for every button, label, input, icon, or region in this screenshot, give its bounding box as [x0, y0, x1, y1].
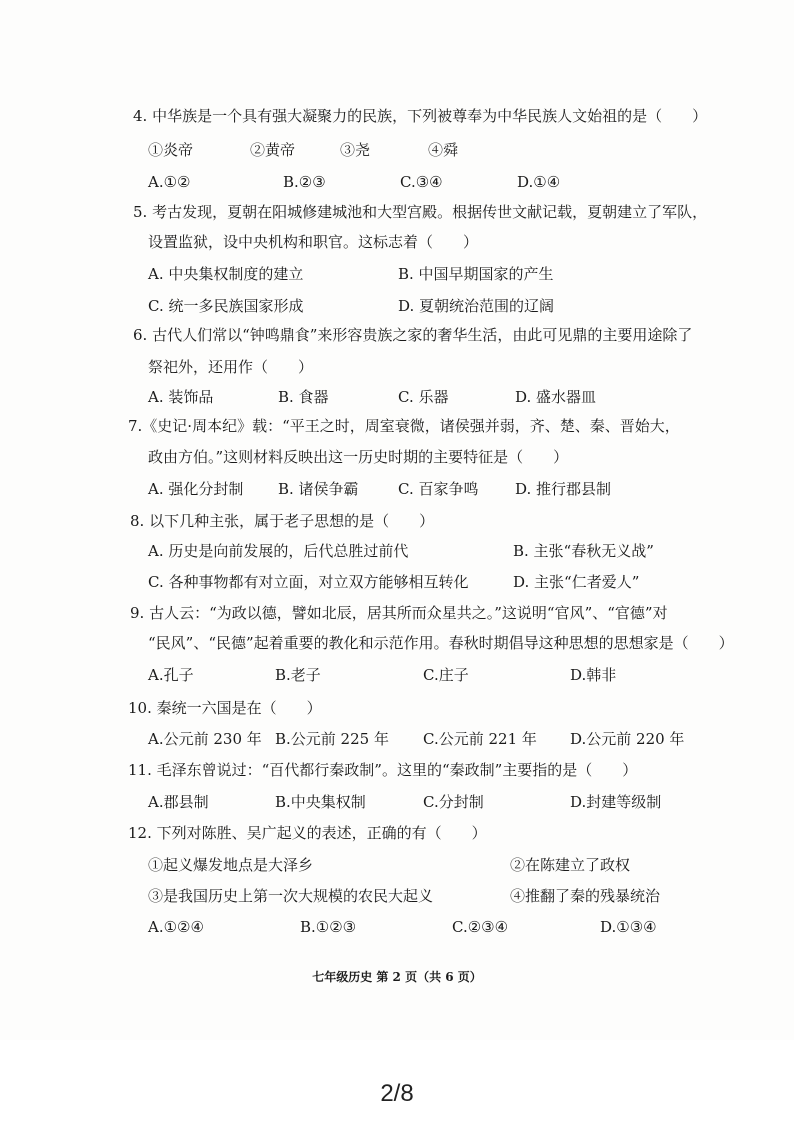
q12-option-d: D.①③④	[600, 918, 657, 936]
q12-option-b: B.①②③	[300, 918, 357, 936]
q12-item: ②在陈建立了政权	[510, 856, 631, 874]
q12-item: ③是我国历史上第一次大规模的农民大起义	[148, 887, 434, 905]
page-indicator: 2/8	[380, 1080, 414, 1107]
q6-option-a: A. 装饰品	[148, 388, 214, 406]
q4-item: ③尧	[340, 141, 371, 159]
q4-stem: 4. 中华族是一个具有强大凝聚力的民族，下列被尊奉为中华民族人文始祖的是（ ）	[133, 107, 708, 125]
q10-stem: 10. 秦统一六国是在（ ）	[128, 699, 322, 717]
q4-option-a: A.①②	[148, 173, 191, 191]
q12-stem: 12. 下列对陈胜、吴广起义的表述，正确的有（ ）	[128, 824, 487, 842]
q5-option-d: D. 夏朝统治范围的辽阔	[398, 297, 555, 315]
q8-option-c: C. 各种事物都有对立面，对立双方能够相互转化	[148, 573, 469, 591]
q5-option-b: B. 中国早期国家的产生	[398, 265, 554, 283]
q10-option-c: C.公元前 221 年	[423, 730, 537, 748]
q8-option-b: B. 主张“春秋无义战”	[513, 542, 654, 560]
q7-option-c: C. 百家争鸣	[398, 480, 479, 498]
q7-stem: 政由方伯。”这则材料反映出这一历史时期的主要特征是（ ）	[148, 448, 569, 466]
q4-option-b: B.②③	[283, 173, 326, 191]
q10-option-d: D.公元前 220 年	[570, 730, 685, 748]
q5-stem: 设置监狱，设中央机构和职官。这标志着（ ）	[148, 233, 479, 251]
q9-option-d: D.韩非	[570, 666, 617, 684]
q10-option-b: B.公元前 225 年	[275, 730, 389, 748]
q4-item: ②黄帝	[250, 141, 296, 159]
q7-option-d: D. 推行郡县制	[515, 480, 612, 498]
q9-option-b: B.老子	[275, 666, 321, 684]
q5-option-c: C. 统一多民族国家形成	[148, 297, 304, 315]
q11-option-c: C.分封制	[423, 793, 484, 811]
q12-option-c: C.②③④	[452, 918, 509, 936]
q9-option-c: C.庄子	[423, 666, 469, 684]
q11-stem: 11. 毛泽东曾说过：“百代都行秦政制”。这里的“秦政制”主要指的是（ ）	[128, 761, 638, 779]
q4-item: ①炎帝	[148, 141, 194, 159]
q7-option-b: B. 诸侯争霸	[278, 480, 359, 498]
q5-option-a: A. 中央集权制度的建立	[148, 265, 304, 283]
q11-option-a: A.郡县制	[148, 793, 209, 811]
q8-option-d: D. 主张“仁者爱人”	[513, 573, 640, 591]
q7-stem: 7.《史记·周本纪》载：“平王之时，周室衰微，诸侯强并弱，齐、楚、秦、晋始大，	[128, 417, 680, 435]
q9-stem: 9. 古人云：“为政以德，譬如北辰，居其所而众星共之。”这说明“官风”、“官德”对	[130, 604, 668, 622]
q8-stem: 8. 以下几种主张，属于老子思想的是（ ）	[130, 512, 435, 530]
q9-option-a: A.孔子	[148, 666, 194, 684]
q9-stem: “民风”、“民德”起着重要的教化和示范作用。春秋时期倡导这种思想的思想家是（ ）	[148, 634, 734, 652]
page-footer: 七年级历史 第 2 页（共 6 页）	[312, 970, 482, 984]
q6-stem: 祭祀外，还用作（ ）	[148, 358, 314, 376]
q4-option-d: D.①④	[517, 173, 561, 191]
q12-item: ①起义爆发地点是大泽乡	[148, 856, 314, 874]
q6-option-c: C. 乐器	[398, 388, 449, 406]
q11-option-d: D.封建等级制	[570, 793, 662, 811]
q12-option-a: A.①②④	[148, 918, 204, 936]
q8-option-a: A. 历史是向前发展的，后代总胜过前代	[148, 542, 409, 560]
q12-item: ④推翻了秦的残暴统治	[510, 887, 661, 905]
q4-option-c: C.③④	[400, 173, 443, 191]
q6-stem: 6. 古代人们常以“钟鸣鼎食”来形容贵族之家的奢华生活，由此可见鼎的主要用途除了	[133, 326, 693, 344]
q7-option-a: A. 强化分封制	[148, 480, 244, 498]
q6-option-d: D. 盛水器皿	[515, 388, 597, 406]
q6-option-b: B. 食器	[278, 388, 329, 406]
q4-item: ④舜	[428, 141, 459, 159]
q10-option-a: A.公元前 230 年	[148, 730, 262, 748]
q11-option-b: B.中央集权制	[275, 793, 366, 811]
q5-stem: 5. 考古发现，夏朝在阳城修建城池和大型宫殿。根据传世文献记载，夏朝建立了军队，	[133, 203, 708, 221]
